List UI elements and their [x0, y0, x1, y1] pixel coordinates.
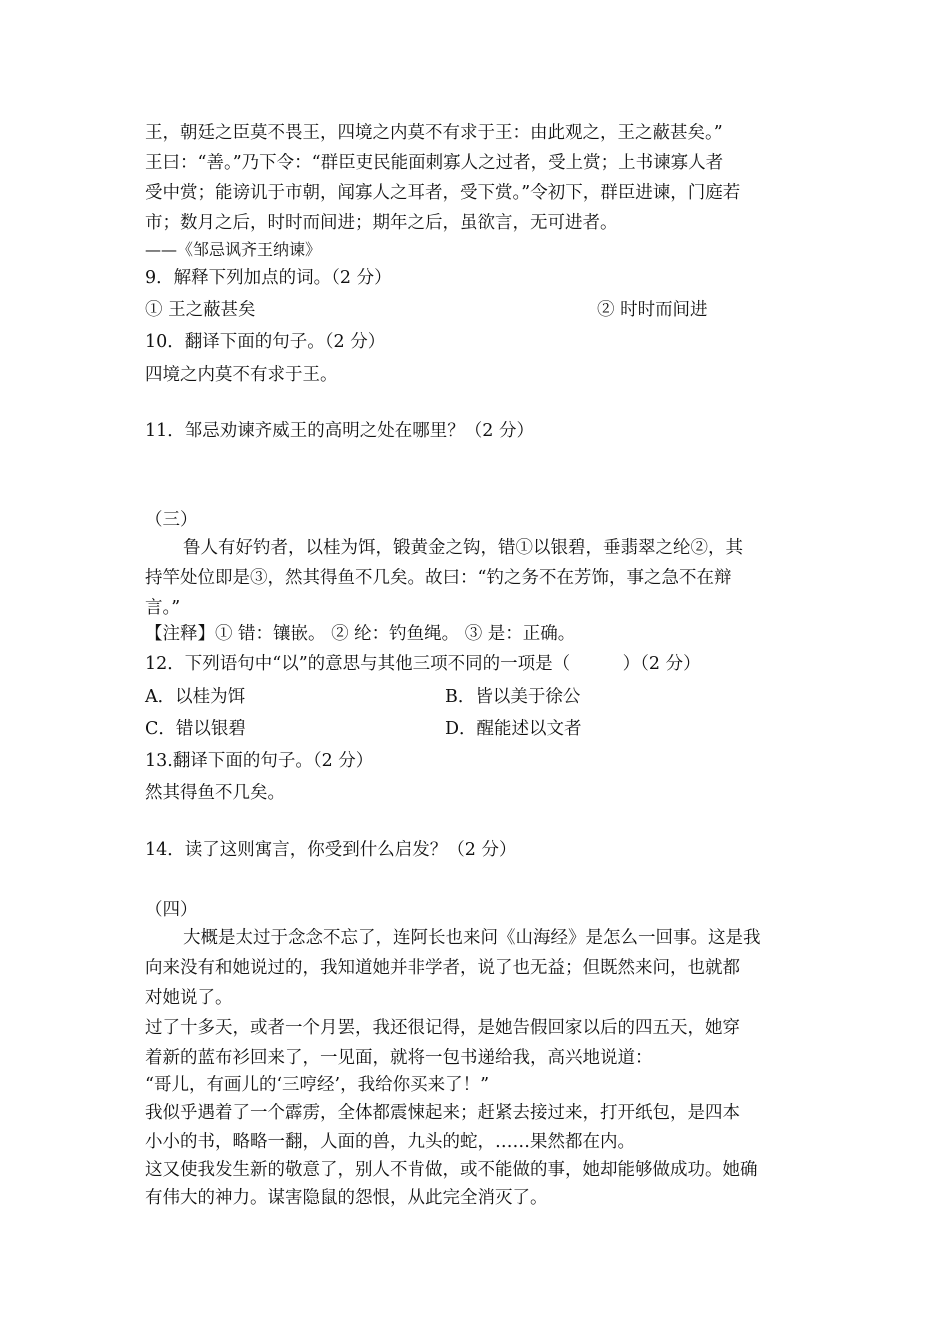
question-10-sentence: 四境之内莫不有求于王。	[145, 365, 338, 385]
passage-line: 鲁人有好钓者，以桂为饵，锻黄金之钩，错①以银碧，垂翡翠之纶②，其	[183, 538, 743, 558]
passage-line: 言。”	[145, 598, 181, 618]
question-12-option-d: D．醒能述以文者	[445, 719, 582, 739]
passage-line: 王，朝廷之臣莫不畏王，四境之内莫不有求于王：由此观之，王之蔽甚矣。”	[145, 123, 723, 143]
passage-line: 这又使我发生新的敬意了，别人不肯做，或不能做的事，她却能够做成功。她确	[145, 1160, 758, 1180]
passage-line: 有伟大的神力。谋害隐鼠的怨恨，从此完全消灭了。	[145, 1188, 548, 1208]
passage-line: 持竿处位即是③，然其得鱼不几矣。故曰：“钓之务不在芳饰，事之急不在辩	[145, 568, 732, 588]
question-14: 14．读了这则寓言，你受到什么启发？（2 分）	[145, 840, 517, 860]
passage-line: 王曰：“善。”乃下令：“群臣吏民能面刺寡人之过者，受上赏；上书谏寡人者	[145, 153, 724, 173]
passage-source: ——《邹忌讽齐王纳谏》	[145, 240, 322, 259]
passage-line: 对她说了。	[145, 988, 233, 1008]
question-13-sentence: 然其得鱼不几矣。	[145, 783, 285, 803]
section-heading-3: （三）	[145, 510, 198, 530]
question-10: 10．翻译下面的句子。（2 分）	[145, 332, 386, 352]
question-9: 9．解释下列加点的词。（2 分）	[145, 268, 392, 288]
passage-line: 着新的蓝布衫回来了，一见面，就将一包书递给我，高兴地说道：	[145, 1048, 653, 1068]
question-12-option-c: C．错以银碧	[145, 719, 246, 739]
passage-line: 市；数月之后，时时而间进；期年之后，虽欲言，无可进者。	[145, 213, 618, 233]
question-12: 12．下列语句中“以”的意思与其他三项不同的一项是（ ）（2 分）	[145, 654, 701, 674]
question-9-item-b: ② 时时而间进	[597, 300, 708, 320]
passage-line: 受中赏；能谤讥于市朝，闻寡人之耳者，受下赏。”令初下，群臣进谏，门庭若	[145, 183, 741, 203]
question-12-option-b: B．皆以美于徐公	[445, 687, 581, 707]
question-11: 11．邹忌劝谏齐威王的高明之处在哪里？（2 分）	[145, 421, 534, 441]
question-9-item-a: ① 王之蔽甚矣	[145, 300, 256, 320]
question-13: 13.翻译下面的句子。（2 分）	[145, 751, 374, 771]
passage-line: “哥儿，有画儿的‘三哼经’，我给你买来了！”	[145, 1075, 490, 1095]
section-heading-4: （四）	[145, 900, 198, 920]
passage-line: 我似乎遇着了一个霹雳，全体都震悚起来；赶紧去接过来，打开纸包，是四本	[145, 1103, 740, 1123]
passage-line: 过了十多天，或者一个月罢，我还很记得，是她告假回家以后的四五天，她穿	[145, 1018, 740, 1038]
annotation-note: 【注释】① 错：镶嵌。 ② 纶：钓鱼绳。 ③ 是：正确。	[145, 624, 576, 644]
passage-line: 大概是太过于念念不忘了，连阿长也来问《山海经》是怎么一回事。这是我	[183, 928, 761, 948]
question-12-option-a: A．以桂为饵	[145, 687, 246, 707]
passage-line: 小小的书，略略一翻，人面的兽，九头的蛇，……果然都在内。	[145, 1132, 635, 1152]
passage-line: 向来没有和她说过的，我知道她并非学者，说了也无益；但既然来问，也就都	[145, 958, 740, 978]
